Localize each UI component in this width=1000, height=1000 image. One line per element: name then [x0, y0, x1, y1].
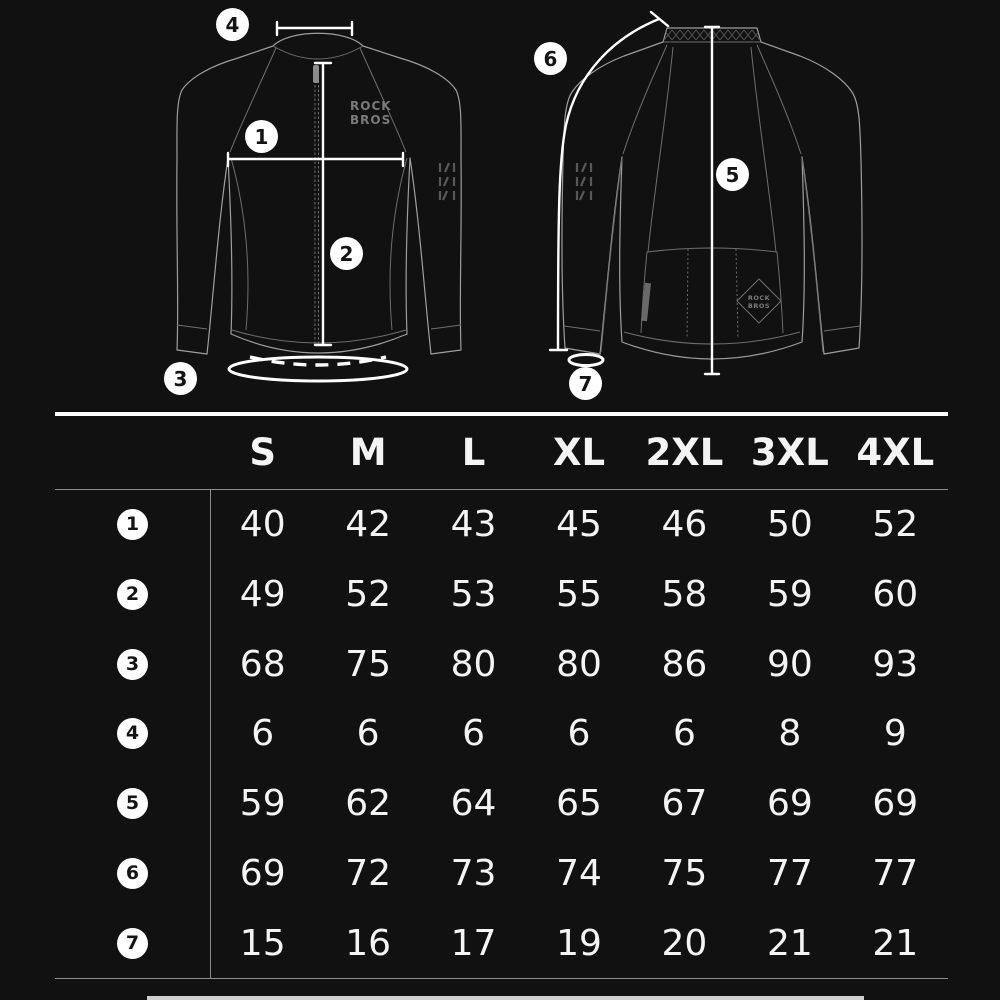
front-silhouette	[177, 33, 461, 354]
bottom-partial-bar	[147, 996, 864, 1000]
measurement-cell: 80	[556, 643, 602, 685]
measurement-cell: 69	[766, 783, 813, 825]
back-sleeve-seam-left	[601, 158, 622, 352]
row-badge-6: 6	[117, 858, 148, 889]
table-header-row	[55, 416, 948, 489]
row-badge-7: 7	[117, 928, 148, 959]
measurement-cell: 74	[556, 852, 602, 894]
measure-line-chest-width	[228, 153, 403, 166]
measurement-cell: 65	[556, 783, 602, 825]
callout-4-collar: 4	[216, 8, 249, 41]
zipper-pull	[313, 65, 319, 83]
measurement-cell: 49	[239, 574, 286, 616]
table-row-badge-cell	[55, 839, 210, 909]
callout-7-cuff: 7	[569, 367, 602, 400]
back-panel-seam-left	[648, 47, 673, 252]
jersey-back-drawing	[550, 12, 862, 374]
measure-waist-ellipse	[229, 357, 407, 381]
measurement-cell: 6	[356, 713, 380, 755]
measurement-cell: 53	[450, 574, 497, 616]
row-badge-4: 4	[117, 718, 148, 749]
row-badge-5: 5	[117, 788, 148, 819]
jersey-front-drawing	[177, 22, 461, 381]
callout-2-front-length: 2	[330, 237, 363, 270]
measurement-cell: 69	[239, 852, 286, 894]
front-hem-band-seam	[232, 330, 406, 343]
measurement-cell: 52	[345, 574, 392, 616]
measurement-cell: 75	[345, 643, 392, 685]
size-header-l: L	[461, 431, 486, 474]
front-brand-text-line2: BROS	[350, 113, 392, 127]
table-row-badge-cell	[55, 629, 210, 699]
jersey-measurement-diagram	[0, 0, 1000, 400]
measurement-cell: 73	[450, 852, 497, 894]
measurement-cell: 43	[450, 504, 497, 546]
measurement-cell: 6	[462, 713, 486, 755]
table-body	[55, 490, 948, 978]
measurement-cell: 93	[872, 643, 919, 685]
callout-3-waist: 3	[164, 362, 197, 395]
size-header-m: M	[349, 431, 387, 474]
measurement-cell: 62	[345, 783, 392, 825]
front-reflective-strips	[440, 163, 454, 200]
measurement-cell: 21	[766, 922, 813, 964]
front-side-seam-left	[231, 158, 248, 330]
table-row-badge-cell	[55, 908, 210, 978]
measurement-cell: 68	[239, 643, 286, 685]
measurement-cell: 55	[556, 574, 602, 616]
measurement-cell: 6	[672, 713, 696, 755]
measurement-cell: 50	[766, 504, 813, 546]
measurement-cell: 9	[883, 713, 907, 755]
measurement-cell: 8	[778, 713, 802, 755]
measurement-cell: 72	[345, 852, 392, 894]
row-badge-1: 1	[117, 509, 148, 540]
front-neckline-seam	[273, 46, 363, 59]
callout-1-chest-width: 1	[245, 120, 278, 153]
front-cuff-seams	[177, 325, 461, 329]
size-header-xl: XL	[552, 431, 606, 474]
measurement-cell: 6	[567, 713, 591, 755]
back-reflective-strips	[577, 163, 591, 200]
measure-line-back-length	[705, 27, 719, 374]
size-table	[55, 412, 948, 979]
measurement-cell: 46	[661, 504, 708, 546]
table-row-badge-cell	[55, 699, 210, 769]
measurement-cell: 67	[661, 783, 708, 825]
table-row-badge-cell	[55, 769, 210, 839]
measurement-cell: 75	[661, 852, 708, 894]
size-header-2xl: 2XL	[645, 431, 724, 474]
header-spacer	[55, 416, 210, 489]
measurement-cell: 6	[251, 713, 275, 755]
front-brand-text-line1: ROCK	[350, 99, 392, 113]
front-side-seam-right	[390, 158, 407, 330]
callout-5-back-length: 5	[716, 158, 749, 191]
measurement-cell: 77	[766, 852, 813, 894]
back-raglan-seam-right	[757, 45, 801, 154]
measurement-cell: 16	[345, 922, 392, 964]
measurement-cell: 80	[450, 643, 497, 685]
table-bottom-rule	[55, 978, 948, 979]
size-header-4xl: 4XL	[856, 431, 935, 474]
back-sleeve-seam-right	[802, 158, 823, 352]
measurement-cell: 60	[872, 574, 919, 616]
measurement-cell: 64	[450, 783, 497, 825]
measurement-cell: 69	[872, 783, 919, 825]
measurement-cell: 77	[872, 852, 919, 894]
back-raglan-seam-left	[623, 45, 667, 154]
back-logo-text-line1: ROCK	[747, 294, 771, 302]
measurement-cell: 42	[345, 504, 392, 546]
measurement-cell: 19	[556, 922, 602, 964]
measurement-cell: 17	[450, 922, 497, 964]
measure-cuff-ellipse	[569, 355, 603, 366]
measurement-cell: 59	[766, 574, 813, 616]
back-pocket-side-right	[777, 252, 783, 333]
callout-6-sleeve-length: 6	[534, 42, 567, 75]
size-header-3xl: 3XL	[750, 431, 829, 474]
measurement-cell: 40	[239, 504, 286, 546]
measurement-cell: 86	[661, 643, 708, 685]
back-logo-text-line2: BROS	[747, 302, 771, 310]
front-zipper	[315, 67, 319, 344]
measurement-cell: 52	[872, 504, 919, 546]
measure-line-front-length	[315, 63, 331, 345]
measurement-cell: 21	[872, 922, 919, 964]
measurement-cell: 59	[239, 783, 286, 825]
size-header-s: S	[249, 431, 277, 474]
measurement-cell: 45	[556, 504, 602, 546]
table-row-badge-cell	[55, 560, 210, 630]
row-badge-2: 2	[117, 579, 148, 610]
table-row-badge-cell	[55, 490, 210, 560]
measurement-cell: 58	[661, 574, 708, 616]
measurement-cell: 90	[766, 643, 813, 685]
measurement-cell: 15	[239, 922, 286, 964]
row-badge-3: 3	[117, 649, 148, 680]
back-panel-seam-right	[751, 47, 776, 252]
measurement-cell: 20	[661, 922, 708, 964]
